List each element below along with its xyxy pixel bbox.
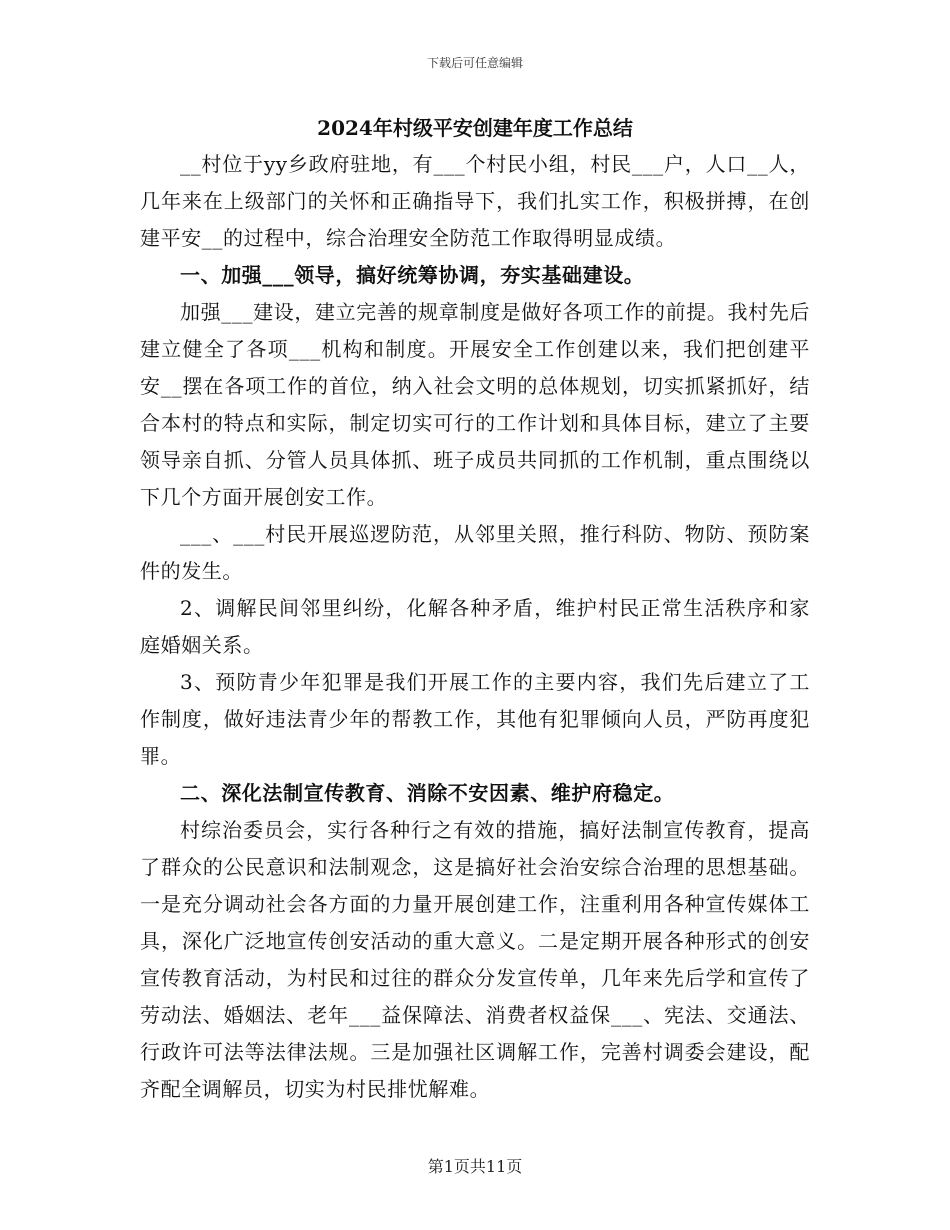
page-number: 第1页共11页 — [427, 1157, 523, 1176]
list-item-2: 2、调解民间邻里纠纷，化解各种矛盾，维护村民正常生活秩序和家庭婚姻关系。 — [140, 596, 810, 657]
list-item-3: 3、预防青少年犯罪是我们开展工作的主要内容，我们先后建立了工作制度，做好违法青少年的帮教工作，其他有犯罪倾向人员，严防再度犯罪。 — [140, 670, 810, 768]
document-body — [140, 110, 810, 1108]
section-heading-1: 一、加强___领导，搞好统筹协调，夯实基础建设。 — [180, 263, 645, 287]
body-paragraph: 加强___建设，建立完善的规章制度是做好各项工作的前提。我村先后建立健全了各项___机构和制度。开展安全工作创建以来，我们把创建平安__摆在各项工作的首位，纳入社会文明的总体规划，切实抓紧抓好，结合本村的特点和实际，制定切实可行的工作计划和具体目标，建立了主要领导亲自抓、分管人员具体抓、班子成员共同抓的工作机制，重点围绕以下几个方面开展创安工作。 — [140, 300, 810, 509]
intro-paragraph: __村位于yy乡政府驻地，有___个村民小组，村民___户，人口__人，几年来在上级部门的关怀和正确指导下，我们扎实工作，积极拼搏，在创建平安__的过程中，综合治理安全防范工作取得明显成绩。 — [140, 152, 810, 250]
document-title: 2024年村级平安创建年度工作总结 — [317, 116, 633, 140]
header-note: 下载后可任意编辑 — [426, 56, 523, 70]
section-heading-2: 二、深化法制宣传教育、消除不安因素、维护府稳定。 — [180, 781, 675, 805]
body-paragraph: 村综治委员会，实行各种行之有效的措施，搞好法制宣传教育，提高了群众的公民意识和法制观念，这是搞好社会治安综合治理的思想基础。一是充分调动社会各方面的力量开展创建工作，注重利用各种宣传媒体工具，深化广泛地宣传创安活动的重大意义。二是定期开展各种形式的创安宣传教育活动，为村民和过往的群众分发宣传单，几年来先后学和宣传了劳动法、婚姻法、老年___益保障法、消费者权益保___、宪法、交通法、行政许可法等法律法规。三是加强社区调解工作，完善村调委会建设，配齐配全调解员，切实为村民排忧解难。 — [140, 818, 810, 1101]
list-item-1: ___、___村民开展巡逻防范，从邻里关照，推行科防、物防、预防案件的发生。 — [140, 522, 810, 583]
